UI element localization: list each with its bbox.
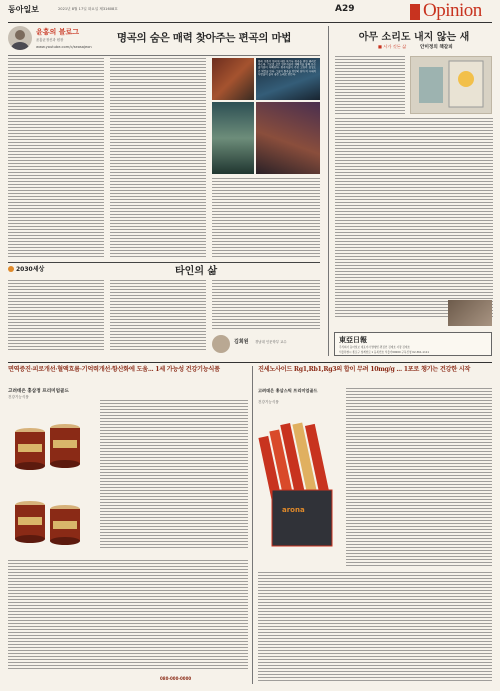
photo-caption: 원래 작품의 원곡에 대한 특기나 편곡을 위한 배려로 하는데, 기교를 살린 연주자들의 재해석을 통해 듣는 즐거움이 더해진다. 편곡자들이 가진 고유의 감성도 큰 역할을 한다. 그들이 원곡을 탄탄히 담아 이 시대의 사람들이 들어 좋은 노래로 만든다. bbox=[258, 60, 316, 76]
ad-left-detail bbox=[8, 560, 248, 670]
ad-right-body bbox=[346, 388, 492, 568]
poem-commentary bbox=[335, 118, 493, 318]
poem-headline: 아무 소리도 내지 않는 새 bbox=[358, 32, 470, 43]
opinion-logo-bar bbox=[410, 4, 420, 20]
publisher-name: 東亞日報 bbox=[339, 335, 367, 344]
essay-col-2 bbox=[110, 280, 206, 352]
publisher-line-1: 주식회사 동아일보 대표이사 발행인·편집인 김재호 사장 김재호 bbox=[339, 346, 410, 349]
ginseng-jar-icon bbox=[10, 485, 96, 555]
poem-text bbox=[335, 56, 405, 114]
section-bullet-icon bbox=[8, 266, 14, 272]
ad-right-product: 고려데은 홍삼스틱 프리미엄골드 bbox=[258, 388, 318, 393]
ad-left-product: 고려데은 홍삼정 프리미엄골드 bbox=[8, 389, 69, 394]
section-2030-headline: 타인의 삶 bbox=[175, 266, 218, 277]
date-line: 2021년 8월 17일 화요일 제31608호 bbox=[58, 7, 118, 11]
section-label: 2030세상 bbox=[16, 266, 45, 273]
album-photo-4 bbox=[256, 102, 320, 174]
ad-right-subtitle: 건강기능식품 bbox=[258, 400, 279, 404]
ginseng-stick-pack-icon bbox=[258, 410, 342, 560]
ad-right-detail bbox=[258, 572, 492, 682]
ad-rule bbox=[8, 362, 492, 363]
ad-right-headline: 진세노사이드 Rg1,Rb1,Rg3의 합이 무려 10mg/g ... 1포로 챙기는 건강한 시작 bbox=[258, 366, 471, 373]
column-series-title: 윤홍의 블로그 bbox=[36, 28, 80, 36]
column-separator bbox=[328, 26, 329, 356]
ginseng-jar-icon bbox=[10, 410, 96, 480]
essay-author: 김희원 bbox=[234, 339, 249, 345]
poem-category: ■ 시가 깃든 삶 bbox=[378, 44, 407, 49]
headline: 명곡의 숨은 매력 찾아주는 편곡의 마법 bbox=[116, 32, 292, 44]
ad-left-product-image bbox=[10, 410, 96, 480]
ad-left-phone[interactable]: 080-000-0000 bbox=[160, 676, 192, 681]
author-title: 윤홍균정신과 원장 bbox=[36, 38, 64, 42]
ad-separator bbox=[252, 366, 253, 684]
album-photo-1 bbox=[212, 58, 254, 100]
page-number: A29 bbox=[335, 4, 355, 14]
album-photo-3 bbox=[212, 102, 254, 174]
masthead-rule bbox=[8, 22, 492, 23]
publisher-line-2: 서울특별시 종로구 청계천로 1 등록번호 서울가00000 구독신청 02-361-1111 bbox=[339, 351, 430, 354]
ad-right-box-brand: arona bbox=[282, 506, 305, 514]
essay-author-title: 경남대 인문학부 교수 bbox=[255, 340, 287, 344]
webtoon-image bbox=[410, 56, 492, 114]
author-url[interactable]: www.youtube.com/c/seosajeon bbox=[36, 45, 92, 49]
book-cover-icon bbox=[411, 57, 491, 113]
essay-col-1 bbox=[8, 280, 104, 352]
ad-left-headline: 면역증진·피로개선·혈액흐름·기억력개선·항산화에 도움... 1세 가능성 건강기능식품 bbox=[8, 366, 220, 373]
author-photo bbox=[448, 300, 492, 326]
author-avatar bbox=[8, 26, 32, 50]
person-icon bbox=[8, 26, 32, 50]
ad-left-product-image-2 bbox=[10, 485, 96, 555]
section-title: Opinion bbox=[423, 0, 482, 21]
article-text-col-2 bbox=[110, 58, 206, 258]
newspaper-name: 동아일보 bbox=[8, 5, 39, 14]
ad-left-body bbox=[100, 400, 248, 550]
article-text-col-1 bbox=[8, 58, 104, 258]
publisher-box bbox=[334, 332, 492, 356]
divider bbox=[8, 55, 320, 56]
ad-left-subtitle: 건강기능식품 bbox=[8, 395, 29, 399]
ad-right-product-image bbox=[258, 410, 342, 560]
poem-author: 안미정의 책갈피 bbox=[420, 45, 453, 50]
essay-author-avatar bbox=[212, 335, 230, 353]
article-text-col-3 bbox=[212, 178, 320, 258]
section-rule bbox=[8, 262, 320, 263]
essay-col-3 bbox=[212, 280, 320, 330]
